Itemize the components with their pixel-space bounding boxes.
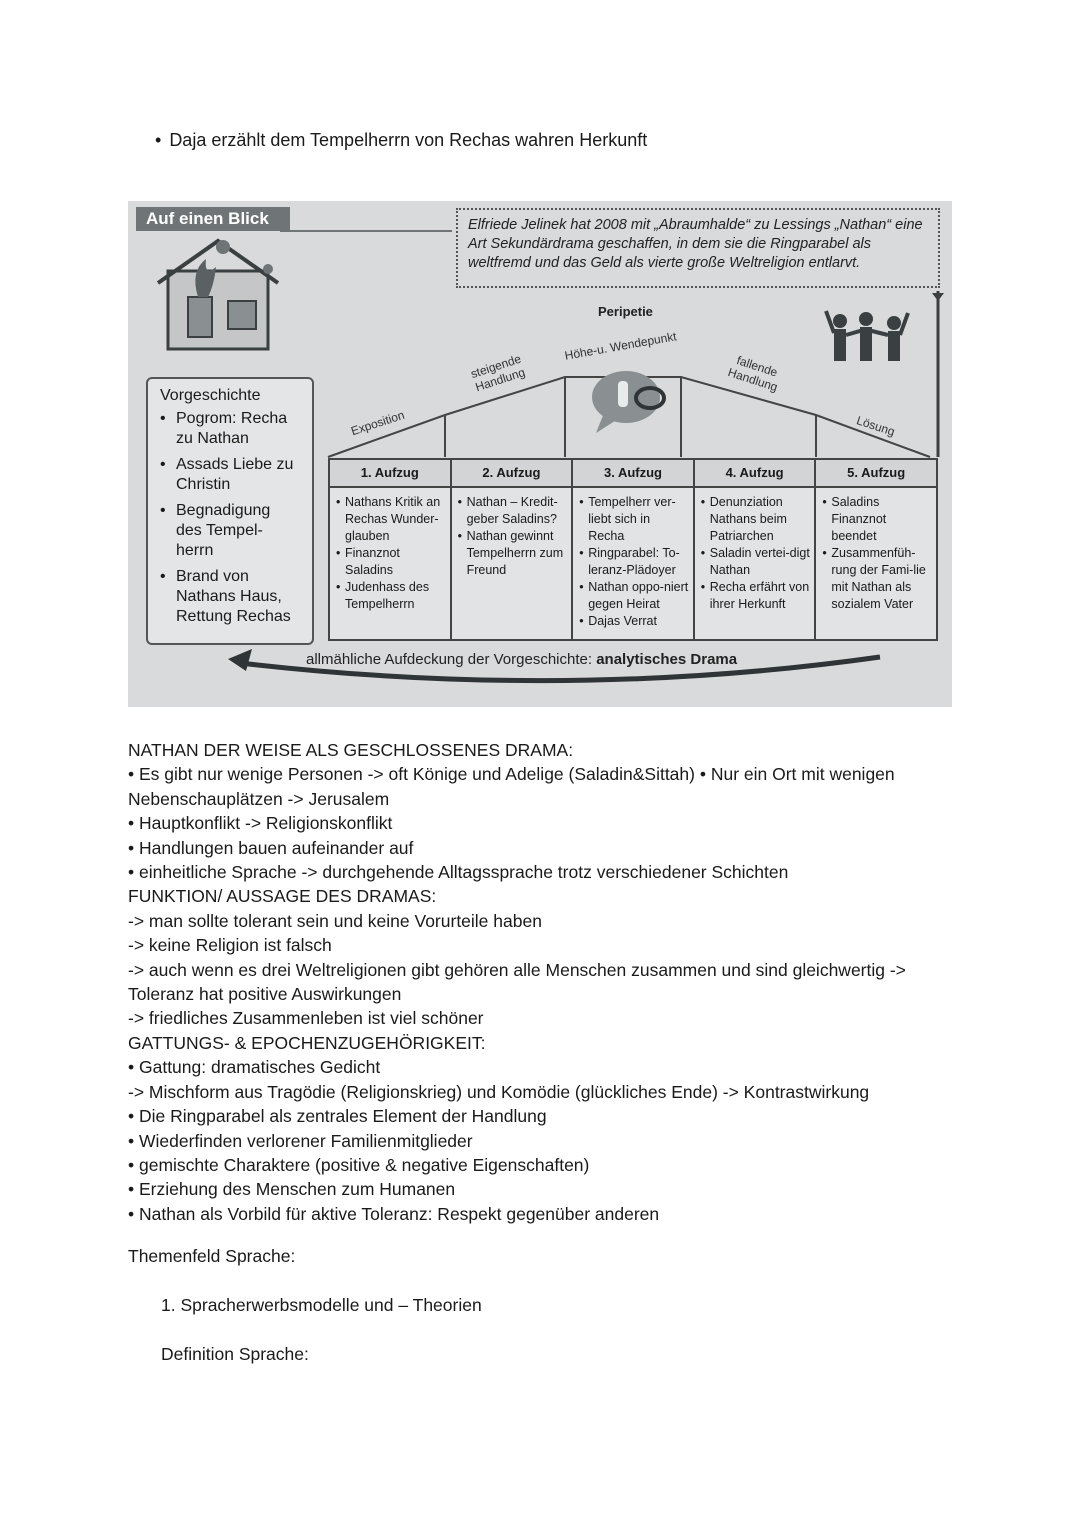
- list-item: • Recha erfährt von ihrer Herkunft: [701, 579, 811, 613]
- analytic-drama-caption: [306, 651, 737, 668]
- text-line: • Erziehung des Menschen zum Humanen: [128, 1179, 456, 1200]
- intro-bullet: [155, 130, 647, 151]
- act-heading: 2. Aufzug: [452, 460, 572, 488]
- text-line: -> friedliches Zusammenleben ist viel schöner: [128, 1008, 484, 1029]
- text-line: -> man sollte tolerant sein und keine Vorurteile haben: [128, 910, 542, 931]
- act-4: [695, 460, 817, 639]
- jelinek-note: Elfriede Jelinek hat 2008 mit „Abraumhalde“ zu Lessings „Nathan“ eine Art Sekundärdrama geschaffen, in dem sie die Ringparabel als weltfremd und das Geld als vierte große Weltreligion entlarvt.: [456, 208, 940, 288]
- text-line: • Gattung: dramatisches Gedicht: [128, 1057, 381, 1078]
- burning-house-icon: [158, 240, 278, 349]
- act-3: [573, 460, 695, 639]
- act-heading: 5. Aufzug: [816, 460, 936, 488]
- list-item: • Nathan gewinnt Tempelherrn zum Freund: [458, 528, 568, 579]
- list-item: • Saladin vertei-digt Nathan: [701, 545, 811, 579]
- vorgeschichte-heading: Vorgeschichte: [160, 387, 261, 404]
- list-item: • Assads Liebe zu Christin: [160, 455, 300, 495]
- acts-table: [328, 458, 938, 641]
- text-line: NATHAN DER WEISE ALS GESCHLOSSENES DRAMA:: [128, 740, 574, 760]
- list-item: • Dajas Verrat: [579, 613, 689, 630]
- text-line: • gemischte Charaktere (positive & negative Eigenschaften): [128, 1154, 590, 1175]
- list-item: • Ringparabel: To-leranz-Plädoyer: [579, 545, 689, 579]
- analytic-caption-bold: analytisches Drama: [596, 651, 738, 668]
- label-peripetie: Peripetie: [598, 304, 653, 319]
- text-line: • Die Ringparabel als zentrales Element der Handlung: [128, 1106, 547, 1127]
- label-loesung: Lösung: [854, 413, 897, 439]
- drama-structure-figure: [128, 201, 952, 707]
- intro-bullet-text: Daja erzählt dem Tempelherrn von Rechas wahren Herkunft: [169, 130, 648, 150]
- ring-speech-bubble-icon: [592, 371, 664, 433]
- list-item: • Nathans Kritik an Rechas Wunder-glauben: [336, 494, 446, 545]
- text-line: • Es gibt nur wenige Personen -> oft Könige und Adelige (Saladin&Sittah) • Nur ein Ort mit wenigen: [128, 764, 895, 785]
- text-line: -> Mischform aus Tragödie (Religionskrieg) und Komödie (glückliches Ende) -> Kontrastwirkung: [128, 1081, 870, 1102]
- list-item: • Pogrom: Recha zu Nathan: [160, 409, 300, 449]
- text-line: Toleranz hat positive Auswirkungen: [128, 984, 402, 1005]
- figure-title: Auf einen Blick: [136, 207, 290, 231]
- list-item: • Denunziation Nathans beim Patriarchen: [701, 494, 811, 545]
- text-line: • Handlungen bauen aufeinander auf: [128, 837, 414, 858]
- text-line: FUNKTION/ AUSSAGE DES DRAMAS:: [128, 886, 437, 907]
- list-item: • Nathan – Kredit-geber Saladins?: [458, 494, 568, 528]
- bullet-dot: •: [155, 130, 162, 150]
- text-line: • einheitliche Sprache -> durchgehende Alltagssprache trotz verschiedener Schichten: [128, 862, 789, 883]
- numbered-item: 1. Spracherwerbsmodelle und – Theorien: [161, 1295, 482, 1315]
- list-item: • Finanznot Saladins: [336, 545, 446, 579]
- text-line: -> auch wenn es drei Weltreligionen gibt gehören alle Menschen zusammen und sind gleichwertig ->: [128, 959, 906, 980]
- label-fallende-handlung: fallende Handlung: [726, 353, 780, 395]
- act-heading: 4. Aufzug: [695, 460, 815, 488]
- text-line: GATTUNGS- & EPOCHENZUGEHÖRIGKEIT:: [128, 1032, 486, 1053]
- list-item: • Zusammenfüh-rung der Fami-lie mit Nathan als sozialem Vater: [822, 545, 932, 613]
- text-line: -> keine Religion ist falsch: [128, 935, 332, 956]
- text-line: • Hauptkonflikt -> Religionskonflikt: [128, 813, 393, 834]
- section-heading-sprache: Themenfeld Sprache:: [128, 1246, 296, 1266]
- vorgeschichte-box: [146, 377, 314, 645]
- vorgeschichte-list: [160, 409, 300, 627]
- list-item: • Brand von Nathans Haus, Rettung Rechas: [160, 567, 300, 627]
- notes-body: [128, 738, 968, 1226]
- label-exposition: Exposition: [349, 407, 407, 439]
- act-heading: 3. Aufzug: [573, 460, 693, 488]
- family-figures-icon: [826, 311, 908, 361]
- list-item: • Judenhass des Tempelherrn: [336, 579, 446, 613]
- text-line: Nebenschauplätzen -> Jerusalem: [128, 788, 390, 809]
- list-item: • Begnadigung des Tempel-herrn: [160, 501, 300, 561]
- analytic-caption-prefix: allmähliche Aufdeckung der Vorgeschichte:: [306, 651, 597, 668]
- list-item: • Tempelherr ver-liebt sich in Recha: [579, 494, 689, 545]
- act-2: [452, 460, 574, 639]
- list-item: • Saladins Finanznot beendet: [822, 494, 932, 545]
- act-heading: 1. Aufzug: [330, 460, 450, 488]
- text-line: • Wiederfinden verlorener Familienmitglieder: [128, 1130, 473, 1151]
- definition-heading: Definition Sprache:: [161, 1344, 309, 1364]
- label-steigende-handlung: steigende Handlung: [468, 351, 527, 395]
- act-5: [816, 460, 936, 639]
- list-item: • Nathan oppo-niert gegen Heirat: [579, 579, 689, 613]
- label-hoehe-wendepunkt: Höhe-u. Wendepunkt: [563, 329, 678, 363]
- act-1: [330, 460, 452, 639]
- text-line: • Nathan als Vorbild für aktive Toleranz: Respekt gegenüber anderen: [128, 1203, 660, 1224]
